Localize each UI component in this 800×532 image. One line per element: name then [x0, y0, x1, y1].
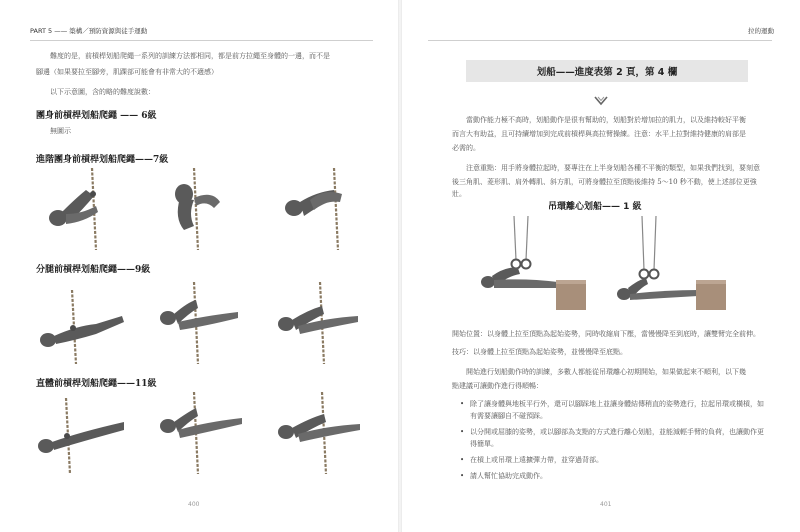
- running-header-left: PART 5 —— 築構／預防資源與徒手運動: [30, 27, 148, 35]
- para1-line-1: 當動作能力極不高時，划船動作是很有幫助的，划船對於增加拉的肌力，以及維持較好平衡: [466, 116, 746, 124]
- tips-list: [458, 398, 766, 486]
- start-position-text: 開始位置：以身體上拉至頂點為起始姿勢，同時收縮肩下壓，當慢慢降至到底時，讓雙臂完全前伸。: [452, 330, 760, 338]
- para3-line-1: 開始進行划船動作時的訓練，多數人都能從吊環離心初期開始，如果做起來不順利，以下幾: [466, 368, 746, 376]
- para2-line-1: 注意重點：用手將身體拉起時，要專注在上半身划船各種不平衡的類型，如果我們找到，要刻意: [466, 164, 760, 172]
- rope-row-figure: [154, 282, 246, 364]
- left-page: [0, 0, 398, 532]
- figure-row-straddle: [36, 282, 364, 364]
- header-rule-left: [30, 40, 373, 41]
- header-rule-right: [428, 40, 772, 41]
- rope-row-figure: [154, 168, 246, 250]
- no-figure-note: 無圖示: [50, 127, 71, 135]
- intro-line-2: 腳邊（如果要拉至腳旁，肌踝部可能會有非常大的不適感）: [36, 68, 218, 76]
- rope-row-figure: [272, 392, 364, 474]
- exercise-subheading: 吊環離心划船—— 1 級: [548, 202, 642, 212]
- page-number-left: 400: [188, 501, 200, 508]
- tips-list-item: • 請人幫忙協助完成動作。: [458, 470, 766, 482]
- chevron-ornament-icon: [594, 96, 608, 106]
- para1-line-3: 必需的。: [452, 144, 480, 152]
- rope-row-figure: [272, 282, 364, 364]
- figure-row-adv-tuck: [36, 168, 364, 250]
- section-title-tuck: 團身前槓桿划船爬繩 —— 6級: [36, 111, 157, 121]
- figure-row-full: [36, 392, 364, 474]
- intro-line-3: 以下示意圖，含的略的難度說數：: [50, 88, 155, 96]
- tips-list-item: • 在槓上或吊環上遠擴彈力帶，並穿過背部。: [458, 454, 766, 466]
- section-title-straddle: 分腿前槓桿划船爬繩——9級: [36, 265, 151, 275]
- rope-row-figure: [36, 282, 128, 364]
- section-title-full: 直體前槓桿划船爬繩——11級: [36, 379, 157, 389]
- tips-list-item: • 以分開或屈膝的姿勢，或以腳部為支點的方式進行離心划船，並能減輕手臂的負荷，也讓動作更得簡單。: [458, 426, 766, 450]
- rope-row-figure: [36, 392, 128, 474]
- rope-row-figure: [154, 392, 246, 474]
- running-header-right: 拉的運動: [748, 27, 774, 35]
- para2-line-2: 後三角肌、菱形肌、肩外轉肌、斜方肌，可將身體拉至頂點後維持 5～10 秒不動，使上述部位更強壯。: [452, 178, 757, 198]
- progression-banner: 划船——進度表第 2 頁，第 4 欄: [466, 60, 748, 82]
- tips-list-item: • 除了讓身體與地板平行外，還可以腳踩地上並讓身體結傳稍直的姿勢進行，拉起吊環或橫槓，如有需要讓腳自不碰預踩。: [458, 398, 766, 422]
- rope-row-figure: [272, 168, 364, 250]
- intro-line-1: 難度的是，前槓桿划船爬繩一系列的訓練方法都相同，都是前方拉繩至身體的一邊，而不是: [50, 52, 330, 60]
- section-title-adv-tuck: 進階團身前槓桿划船爬繩——7級: [36, 155, 169, 165]
- ring-row-figure-end: [604, 216, 728, 312]
- para1-line-2: 而言大有助益，且可持續增加到完成前槓桿與高拉臂操練。注意：水平上拉對維持健康的肩部是: [452, 130, 746, 138]
- technique-tip-text: 技巧：以身體上拉至頂點為起始姿勢，並慢慢降至底點。: [452, 348, 627, 356]
- ring-row-figure-start: [470, 216, 590, 312]
- rope-row-figure: [36, 168, 128, 250]
- page-number-right: 401: [600, 501, 612, 508]
- para3-line-2: 點建議可讓動作進行得順暢：: [452, 382, 543, 390]
